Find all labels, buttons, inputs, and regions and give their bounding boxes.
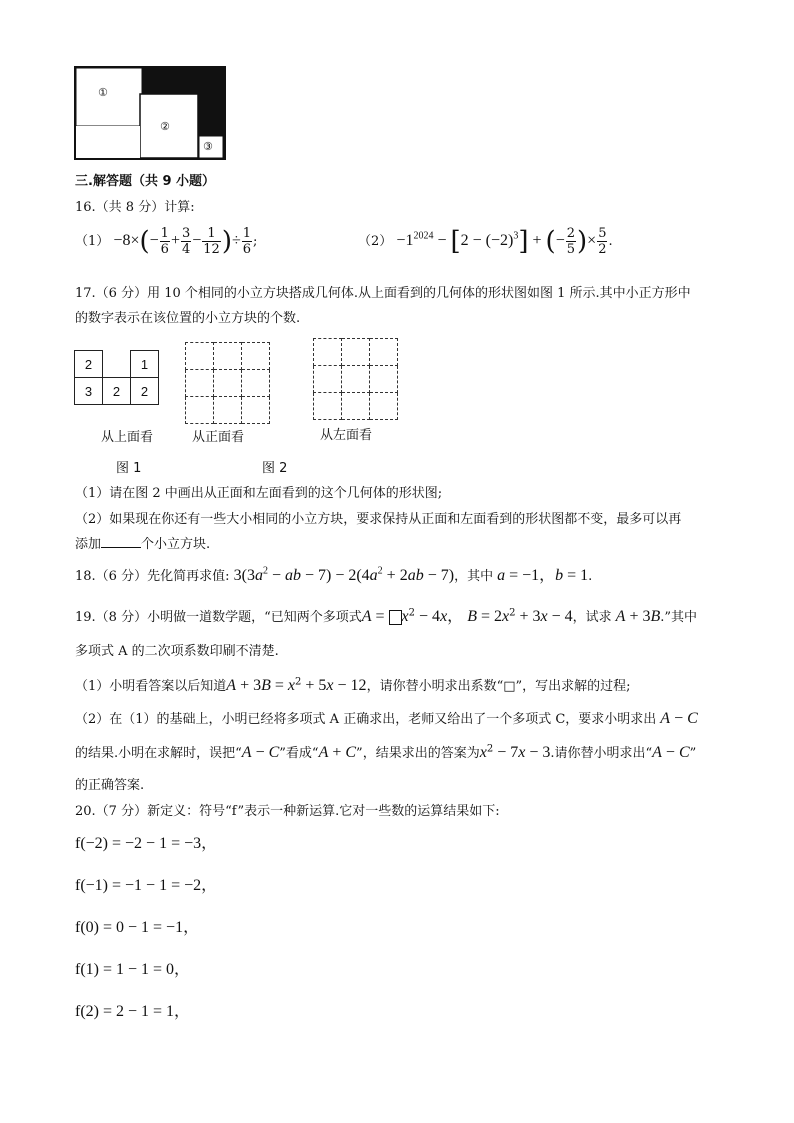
q19-sub2-line3: 的正确答案. — [75, 778, 145, 793]
q20-row: f(0) = 0 − 1 = −1， — [75, 919, 200, 936]
left-view-grid[interactable] — [313, 338, 398, 420]
grid-cell: 1 — [131, 351, 159, 378]
q20-row: f(1) = 1 − 1 = 0， — [75, 961, 191, 978]
grid-cell: 2 — [131, 378, 159, 405]
q17-sub1: （1）请在图 2 中画出从正面和左面看到的这个几何体的形状图; — [75, 486, 443, 501]
q16-part1: （1） −8×(− $\frac{1}{6}$ + $\frac{3}{4}$ − $\frac{1}{12}$ )÷ $\frac{1}{6}$ ; — [75, 226, 258, 257]
caption-top-view: 从上面看 — [101, 430, 154, 445]
grid-cell: 2 — [75, 351, 103, 378]
caption-front-view: 从正面看 — [192, 430, 245, 445]
label-1: ① — [98, 86, 108, 99]
fig2-label: 图 2 — [262, 461, 288, 476]
q19-sub2-line1: （2）在（1）的基础上，小明已经将多项式 A 正确求出，老师又给出了一个多项式 C，要求小明求出 A − C — [75, 710, 698, 727]
q19-sub2-line2: 的结果.小明在求解时，误把“A − C”看成“A + C”，结果求出的答案为$x^2 - 7x - 3$.请你替小明求出“A − C” — [75, 743, 697, 761]
grid-cell-empty — [103, 351, 131, 378]
q18: 18.（6 分）先化简再求值: $3(3a^2$ − ab − $7) - 2(4a^2 + 2ab - 7)$，其中 a = −1，b = 1. — [75, 565, 593, 584]
label-2: ② — [160, 120, 170, 133]
q20-row: f(−1) = −1 − 1 = −2， — [75, 877, 218, 894]
q19-line1: 19.（8 分）小明做一道数学题，“已知两个多项式$A = x^2 - 4x$， $B = 2x^2 + 3x - 4$，试求 A + 3B.”其中 — [75, 607, 698, 625]
q17-line1: 17.（6 分）用 10 个相同的小立方块搭成几何体.从上面看到的几何体的形状图如图 1 所示.其中小正方形中 — [75, 286, 691, 301]
q20-row: f(−2) = −2 − 1 = −3， — [75, 835, 218, 852]
answer-blank[interactable] — [101, 547, 141, 548]
q19-sub1: （1）小明看答案以后知道$A + 3B = x^2 + 5x - 12$，请你替小明求出系数“□”，写出求解的过程; — [75, 676, 631, 694]
caption-left-view: 从左面看 — [320, 428, 373, 443]
fig1-label: 图 1 — [116, 461, 142, 476]
q20-row: f(2) = 2 − 1 = 1， — [75, 1003, 191, 1020]
top-view-grid — [74, 350, 159, 405]
q19-line2: 多项式 A 的二次项系数印刷不清楚. — [75, 644, 279, 659]
unclear-coefficient-box — [389, 610, 402, 625]
q16-part2: $(2) -1^{2024} - [2 - (-2)^3]$ + (− $\frac{2}{5}$ )× $\frac{5}{2}$ . — [358, 226, 613, 257]
section-title: 三.解答题（共 9 小题） — [75, 174, 216, 189]
front-view-grid[interactable] — [185, 342, 270, 424]
grid-cell: 3 — [75, 378, 103, 405]
q17-sub2b: 添加 个小立方块. — [75, 537, 211, 552]
q20-head: 20.（7 分）新定义：符号“f”表示一种新运算.它对一些数的运算结果如下: — [75, 804, 500, 819]
q17-line2: 的数字表示在该位置的小立方块的个数. — [75, 311, 301, 326]
q17-sub2a: （2）如果现在你还有一些大小相同的小立方块，要求保持从正面和左面看到的形状图都不变，最多可以再 — [75, 512, 682, 527]
grid-cell: 2 — [103, 378, 131, 405]
label-3: ③ — [203, 140, 213, 153]
q16-head: 16.（共 8 分）计算: — [75, 200, 195, 215]
